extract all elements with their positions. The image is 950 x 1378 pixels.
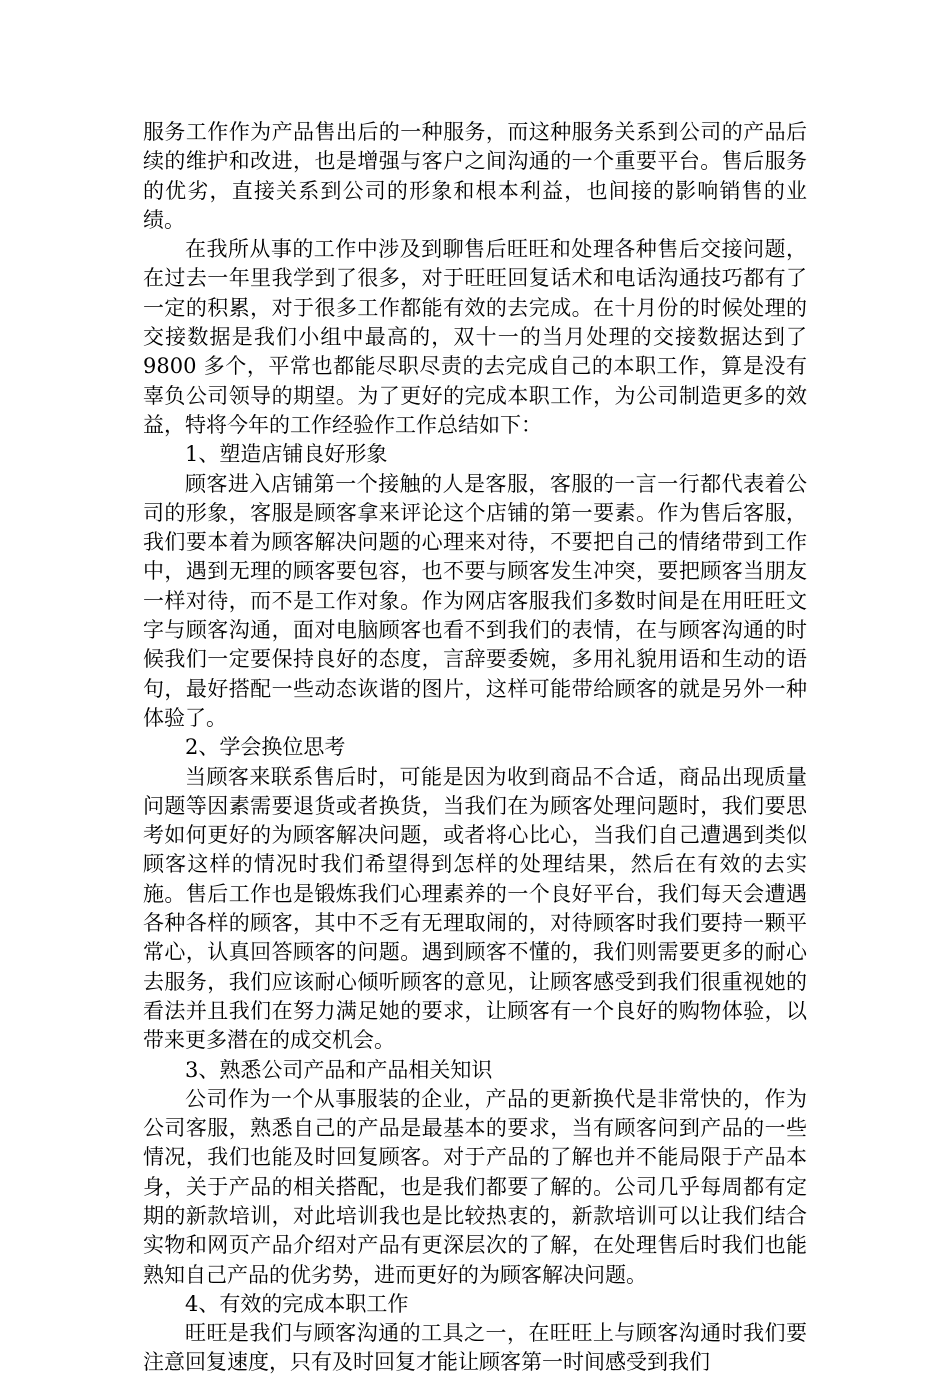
paragraph-section-3: 公司作为一个从事服装的企业，产品的更新换代是非常快的，作为公司客服，熟悉自己的产品是最基本的要求，当有顾客问到产品的一些情况，我们也能及时回复顾客。对于产品的了解也并不能局限于产品本身，关于产品的相关搭配，也是我们都要了解的。公司几乎每周都有定期的新款培训，对此培训我也是比较热衷的，新款培训可以让我们结合实物和网页产品介绍对产品有更深层次的了解，在处理售后时我们也能熟知自己产品的优劣势，进而更好的为顾客解决问题。	[143, 1086, 807, 1287]
document-page	[143, 118, 807, 1378]
section-heading-3: 3、熟悉公司产品和产品相关知识	[185, 1057, 493, 1082]
paragraph-intro: 服务工作作为产品售出后的一种服务，而这种服务关系到公司的产品后续的维护和改进，也是增强与客户之间沟通的一个重要平台。售后服务的优劣，直接关系到公司的形象和根本利益，也间接的影响销售的业绩。	[143, 120, 807, 232]
section-heading-4: 4、有效的完成本职工作	[185, 1291, 409, 1316]
paragraph-section-2: 当顾客来联系售后时，可能是因为收到商品不合适，商品出现质量问题等因素需要退货或者换货，当我们在为顾客处理问题时，我们要思考如何更好的为顾客解决问题，或者将心比心，当我们自己遭遇到类似顾客这样的情况时我们希望得到怎样的处理结果，然后在有效的去实施。售后工作也是锻炼我们心理素养的一个良好平台，我们每天会遭遇各种各样的顾客，其中不乏有无理取闹的，对待顾客时我们要持一颗平常心，认真回答顾客的问题。遇到顾客不懂的，我们则需要更多的耐心去服务，我们应该耐心倾听顾客的意见，让顾客感受到我们很重视她的看法并且我们在努力满足她的要求，让顾客有一个良好的购物体验，以带来更多潜在的成交机会。	[143, 764, 807, 1053]
paragraph-section-4: 旺旺是我们与顾客沟通的工具之一，在旺旺上与顾客沟通时我们要注意回复速度，只有及时回复才能让顾客第一时间感受到我们	[143, 1321, 807, 1375]
paragraph-section-1: 顾客进入店铺第一个接触的人是客服，客服的一言一行都代表着公司的形象，客服是顾客拿来评论这个店铺的第一要素。作为售后客服，我们要本着为顾客解决问题的心理来对待，不要把自己的情绪带到工作中，遇到无理的顾客要包容，也不要与顾客发生冲突，要把顾客当朋友一样对待，而不是工作对象。作为网店客服我们多数时间是在用旺旺文字与顾客沟通，面对电脑顾客也看不到我们的表情，在与顾客沟通的时候我们一定要保持良好的态度，言辞要委婉，多用礼貌用语和生动的语句，最好搭配一些动态诙谐的图片，这样可能带给顾客的就是另外一种体验了。	[143, 471, 807, 730]
section-heading-1: 1、塑造店铺良好形象	[185, 442, 388, 467]
paragraph-work-summary: 在我所从事的工作中涉及到聊售后旺旺和处理各种售后交接问题，在过去一年里我学到了很多，对于旺旺回复话术和电话沟通技巧都有了一定的积累，对于很多工作都能有效的去完成。在十月份的时候处理的交接数据是我们小组中最高的，双十一的当月处理的交接数据达到了 9800 多个，平常也都能尽职尽责的去完成自己的本职工作，算是没有辜负公司领导的期望。为了更好的完成本职工作，为公司制造更多的效益，特将今年的工作经验作工作总结如下：	[143, 237, 807, 437]
section-heading-2: 2、学会换位思考	[185, 735, 346, 760]
